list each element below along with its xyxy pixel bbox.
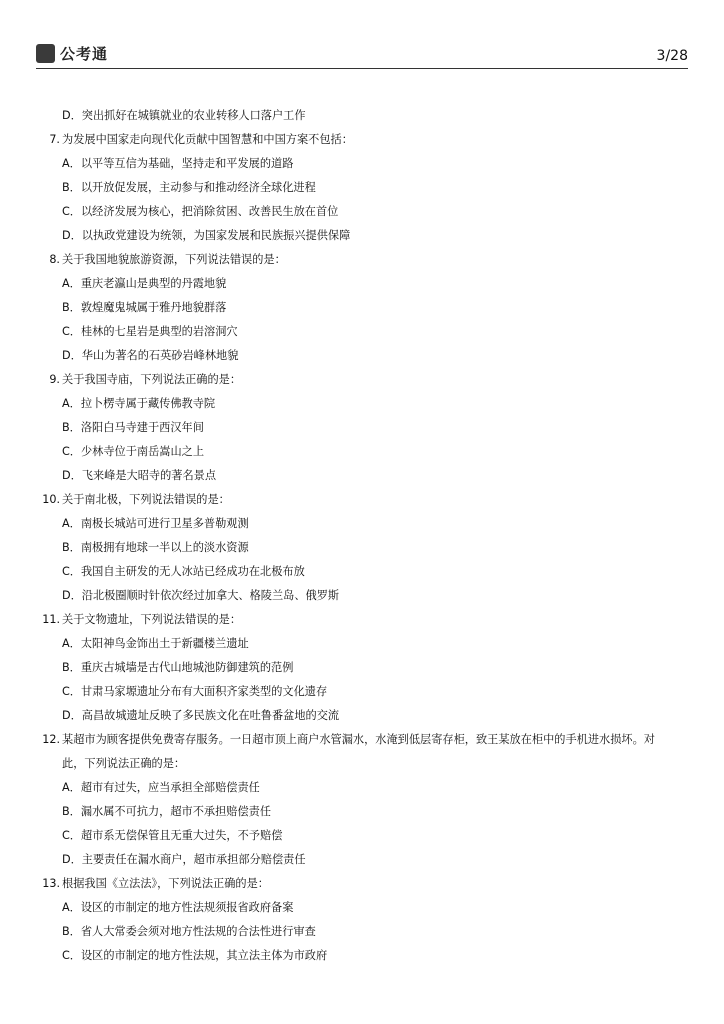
question-text: 关于文物遗址，下列说法错误的是： xyxy=(62,613,242,626)
answer-option: B．以开放促发展，主动参与和推动经济全球化进程 xyxy=(62,181,316,194)
answer-option: B．南极拥有地球一半以上的淡水资源 xyxy=(62,541,249,554)
answer-option: C．我国自主研发的无人冰站已经成功在北极布放 xyxy=(62,565,305,578)
answer-option: C．甘肃马家塬遗址分布有大面积齐家类型的文化遗存 xyxy=(62,685,328,698)
question-stem xyxy=(40,608,690,632)
answer-option: B．重庆古城墙是古代山地城池防御建筑的范例 xyxy=(62,661,294,674)
question-number: 7. xyxy=(49,133,60,146)
page-number: 3/28 xyxy=(656,48,688,64)
question-number: 11. xyxy=(42,613,60,626)
answer-option: D．以执政党建设为统领，为国家发展和民族振兴提供保障 xyxy=(62,229,351,242)
question-text: 根据我国《立法法》，下列说法正确的是： xyxy=(62,877,269,890)
answer-option: B．洛阳白马寺建于西汉年间 xyxy=(62,421,204,434)
question-text: 关于我国地貌旅游资源，下列说法错误的是： xyxy=(62,253,286,266)
answer-option: A．拉卜楞寺属于藏传佛教寺院 xyxy=(62,397,216,410)
question-text: 关于我国寺庙，下列说法正确的是： xyxy=(62,373,242,386)
answer-option: D．飞来峰是大昭寺的著名景点 xyxy=(62,469,217,482)
answer-option: D．沿北极圈顺时针依次经过加拿大、格陵兰岛、俄罗斯 xyxy=(62,589,340,602)
logo-text: 公考通 xyxy=(60,44,109,63)
question-number: 10. xyxy=(42,493,60,506)
question-stem xyxy=(40,872,690,896)
answer-option: A．超市有过失，应当承担全部赔偿责任 xyxy=(62,781,260,794)
answer-option: B．敦煌魔鬼城属于雅丹地貌群落 xyxy=(62,301,227,314)
question-text: 为发展中国家走向现代化贡献中国智慧和中国方案不包括： xyxy=(62,133,353,146)
question-number: 13. xyxy=(42,877,60,890)
header-divider xyxy=(36,68,688,69)
question-list xyxy=(40,104,690,968)
question-stem xyxy=(40,488,690,512)
answer-option: C．少林寺位于南岳嵩山之上 xyxy=(62,445,205,458)
question-number: 8. xyxy=(49,253,60,266)
logo-badge-icon xyxy=(36,44,55,63)
answer-option: A．以平等互信为基础，坚持走和平发展的道路 xyxy=(62,157,294,170)
question-number: 9. xyxy=(49,373,60,386)
logo xyxy=(36,43,108,63)
answer-option: B．漏水属不可抗力，超市不承担赔偿责任 xyxy=(62,805,272,818)
question-stem xyxy=(40,368,690,392)
question-stem xyxy=(40,128,690,152)
answer-option: D．高昌故城遗址反映了多民族文化在吐鲁番盆地的交流 xyxy=(62,709,340,722)
answer-option: A．南极长城站可进行卫星多普勒观测 xyxy=(62,517,249,530)
answer-option: C．超市系无偿保管且无重大过失，不予赔偿 xyxy=(62,829,283,842)
question-stem xyxy=(40,248,690,272)
question-text: 关于南北极，下列说法错误的是： xyxy=(62,493,230,506)
question-number: 12. xyxy=(42,733,60,746)
page-header xyxy=(36,40,688,70)
answer-option: D．主要责任在漏水商户，超市承担部分赔偿责任 xyxy=(62,853,306,866)
answer-option: A．设区的市制定的地方性法规须报省政府备案 xyxy=(62,901,294,914)
answer-option: C．设区的市制定的地方性法规，其立法主体为市政府 xyxy=(62,949,328,962)
answer-option: A．太阳神鸟金饰出土于新疆楼兰遗址 xyxy=(62,637,249,650)
answer-option: C．以经济发展为核心，把消除贫困、改善民生放在首位 xyxy=(62,205,339,218)
answer-option: C．桂林的七星岩是典型的岩溶洞穴 xyxy=(62,325,238,338)
answer-option: A．重庆老瀛山是典型的丹霞地貌 xyxy=(62,277,227,290)
answer-option: B．省人大常委会须对地方性法规的合法性进行审查 xyxy=(62,925,316,938)
question-text: 某超市为顾客提供免费寄存服务。一日超市顶上商户水管漏水，水淹到低层寄存柜，致王某放在柜中的手机进水损坏。对 xyxy=(62,733,655,746)
answer-option: D．突出抓好在城镇就业的农业转移人口落户工作 xyxy=(62,109,306,122)
question-stem xyxy=(40,728,690,752)
question-text-continued: 此，下列说法正确的是： xyxy=(62,757,186,770)
answer-option: D．华山为著名的石英砂岩峰林地貌 xyxy=(62,349,239,362)
